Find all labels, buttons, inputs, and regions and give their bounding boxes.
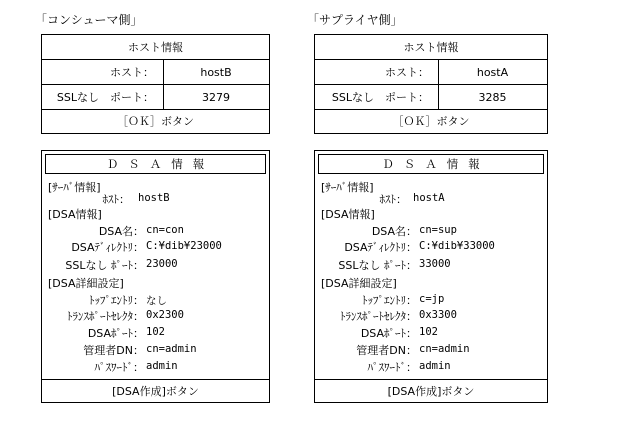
transport-selector-label: ﾄﾗﾝｽﾎﾟｰﾄｾﾚｸﾀ： [67,310,144,323]
dsa-host-label: ﾎｽﾄ： [102,193,130,206]
port-row [315,85,547,110]
server-section-header: [ｻｰﾊﾞ情報] [48,181,101,194]
port-row [42,85,269,110]
consumer-dsa-info-box [41,150,270,403]
top-entry-value[interactable]: c=jp [419,293,445,305]
ssl-port-value[interactable]: 33000 [419,258,451,270]
host-info-title-row [42,35,269,60]
dsa-section-header: [DSA情報] [321,208,375,221]
dsa-info-title: ＤＳＡ情報 [45,154,266,174]
admin-dn-value[interactable]: cn=admin [146,343,197,355]
host-row [315,60,547,85]
dsa-name-value[interactable]: cn=sup [419,224,457,236]
host-row [42,60,269,85]
dsa-host-value[interactable]: hostB [138,192,170,204]
transport-selector-label: ﾄﾗﾝｽﾎﾟｰﾄｾﾚｸﾀ： [340,310,417,323]
host-info-title: ホスト情報 [128,41,183,54]
transport-selector-value[interactable]: 0x2300 [146,309,184,321]
port-label: SSLなし ポート： [56,91,154,104]
host-value-field[interactable]: hostB [200,65,232,79]
dsa-port-value[interactable]: 102 [419,326,438,338]
dsa-directory-value[interactable]: C:¥dib¥23000 [146,240,222,252]
port-value-field[interactable]: 3285 [478,90,507,104]
top-entry-label: ﾄｯﾌﾟｴﾝﾄﾘ： [89,294,144,307]
admin-dn-value[interactable]: cn=admin [419,343,470,355]
password-label: ﾊﾟｽﾜｰﾄﾞ： [367,361,417,374]
transport-selector-value[interactable]: 0x3300 [419,309,457,321]
dsa-port-value[interactable]: 102 [146,326,165,338]
password-value[interactable]: admin [146,360,178,372]
consumer-host-info-box [41,34,270,134]
host-info-title-row [315,35,547,60]
dsa-create-button[interactable]: [DSA作成]ボタン [42,379,269,402]
ok-button[interactable]: ［ＯＫ］ボタン [117,115,194,128]
dsa-detail-section-header: [DSA詳細設定] [48,277,124,290]
dsa-port-label: DSAﾎﾟｰﾄ： [360,327,417,340]
dsa-directory-value[interactable]: C:¥dib¥33000 [419,240,495,252]
top-entry-value[interactable]: なし [146,295,167,307]
host-label: ホスト： [385,66,429,79]
host-value-field[interactable]: hostA [476,65,509,79]
ok-button[interactable]: ［ＯＫ］ボタン [392,115,470,128]
dsa-host-value[interactable]: hostA [413,192,445,204]
admin-dn-label: 管理者DN： [83,344,144,357]
ssl-port-value[interactable]: 23000 [146,258,178,270]
supplier-side-label: 「サプライヤ側」 [307,13,403,27]
password-value[interactable]: admin [419,360,451,372]
password-label: ﾊﾟｽﾜｰﾄﾞ： [94,361,144,374]
dsa-directory-label: DSAﾃﾞｨﾚｸﾄﾘ： [71,241,144,254]
host-info-title: ホスト情報 [403,41,459,54]
dsa-host-label: ﾎｽﾄ： [379,193,407,206]
supplier-dsa-info-box [314,150,548,403]
dsa-section-header: [DSA情報] [48,208,102,221]
consumer-side-label: 「コンシューマ側」 [35,13,143,27]
admin-dn-label: 管理者DN： [356,344,417,357]
ssl-port-label: SSLなし ﾎﾟｰﾄ： [65,259,144,272]
dsa-name-value[interactable]: cn=con [146,224,184,236]
dsa-detail-section-header: [DSA詳細設定] [321,277,397,290]
port-label: SSLなし ポート： [331,91,429,104]
ssl-port-label: SSLなし ﾎﾟｰﾄ： [338,259,417,272]
dsa-port-label: DSAﾎﾟｰﾄ： [87,327,144,340]
supplier-host-info-box [314,34,548,134]
dsa-info-title: ＤＳＡ情報 [318,154,544,174]
dsa-name-label: DSA名： [371,225,417,238]
dsa-name-label: DSA名： [98,225,144,238]
port-value-field[interactable]: 3279 [202,90,230,104]
top-entry-label: ﾄｯﾌﾟｴﾝﾄﾘ： [362,294,417,307]
server-section-header: [ｻｰﾊﾞ情報] [321,181,374,194]
dsa-directory-label: DSAﾃﾞｨﾚｸﾄﾘ： [344,241,417,254]
dsa-create-button[interactable]: [DSA作成]ボタン [315,379,547,402]
host-label: ホスト： [110,66,154,79]
